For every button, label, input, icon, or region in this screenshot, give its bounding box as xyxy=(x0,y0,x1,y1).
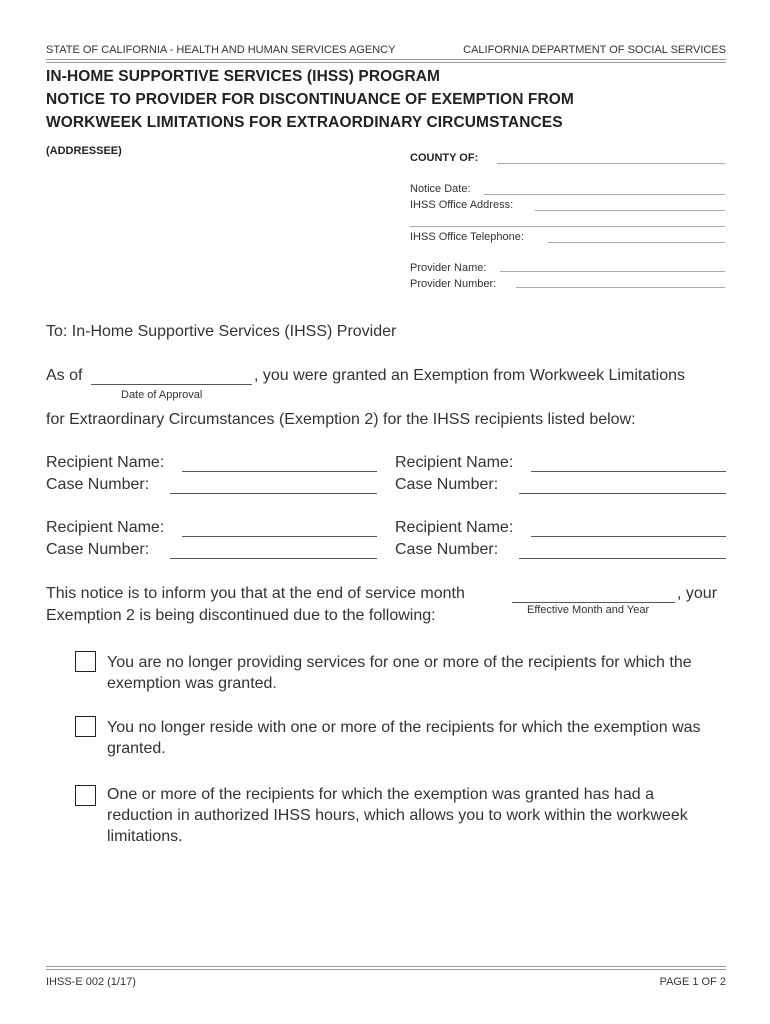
date-of-approval-caption: Date of Approval xyxy=(121,389,203,401)
option-checkbox-2[interactable] xyxy=(75,716,96,737)
recipient-name-label-1: Recipient Name: xyxy=(46,454,165,471)
notice-suffix: , your xyxy=(677,585,718,602)
case-number-label-4: Case Number: xyxy=(395,541,499,558)
option-checkbox-1[interactable] xyxy=(75,651,96,672)
as-of-suffix: , you were granted an Exemption from Workweek Limitations xyxy=(254,367,686,384)
case-number-label-1: Case Number: xyxy=(46,476,150,493)
county-field[interactable] xyxy=(497,150,725,164)
option-checkbox-3[interactable] xyxy=(75,785,96,806)
county-label: COUNTY OF: xyxy=(410,152,479,164)
office-address-field[interactable] xyxy=(535,197,725,211)
page-number: PAGE 1 OF 2 xyxy=(659,976,726,988)
exemption-line: for Extraordinary Circumstances (Exemption 2) for the IHSS recipients listed below: xyxy=(46,411,636,428)
office-address-extra-line[interactable] xyxy=(410,226,725,227)
recipient-name-field-3[interactable] xyxy=(182,536,377,537)
title-line-2: NOTICE TO PROVIDER FOR DISCONTINUANCE OF EXEMPTION FROM xyxy=(46,91,574,108)
header-rule-top xyxy=(46,59,726,60)
title-line-3: WORKWEEK LIMITATIONS FOR EXTRAORDINARY CIRCUMSTANCES xyxy=(46,114,563,131)
to-line: To: In-Home Supportive Services (IHSS) Provider xyxy=(46,323,397,340)
case-number-field-4[interactable] xyxy=(519,558,726,559)
case-number-label-3: Case Number: xyxy=(46,541,150,558)
provider-name-field[interactable] xyxy=(500,258,725,272)
title-line-1: IN-HOME SUPPORTIVE SERVICES (IHSS) PROGRAM xyxy=(46,68,441,85)
addressee-label: (ADDRESSEE) xyxy=(46,145,122,157)
provider-number-field[interactable] xyxy=(516,274,725,288)
notice-prefix: This notice is to inform you that at the end of service month xyxy=(46,585,465,602)
option-text-1: You are no longer providing services for one or more of the recipients for which the exemption was granted. xyxy=(107,654,692,692)
case-number-field-1[interactable] xyxy=(170,493,377,494)
case-number-label-2: Case Number: xyxy=(395,476,499,493)
header-rule-bottom xyxy=(46,62,726,63)
case-number-field-3[interactable] xyxy=(170,558,377,559)
effective-month-caption: Effective Month and Year xyxy=(527,604,650,616)
footer-rule-bottom xyxy=(46,969,726,970)
provider-name-label: Provider Name: xyxy=(410,262,487,274)
notice-date-label: Notice Date: xyxy=(410,183,471,195)
recipient-name-label-4: Recipient Name: xyxy=(395,519,514,536)
as-of-prefix: As of xyxy=(46,367,83,384)
recipient-name-field-1[interactable] xyxy=(182,471,377,472)
office-address-label: IHSS Office Address: xyxy=(410,199,514,211)
case-number-field-2[interactable] xyxy=(519,493,726,494)
recipient-name-field-2[interactable] xyxy=(531,471,726,472)
date-of-approval-field[interactable] xyxy=(91,384,252,385)
recipient-name-field-4[interactable] xyxy=(531,536,726,537)
footer-rule-top xyxy=(46,966,726,967)
option-text-3: One or more of the recipients for which the exemption was granted has had a reduction in authorized IHSS hours, which allows you to work within the workweek limitations. xyxy=(107,786,688,845)
recipient-name-label-3: Recipient Name: xyxy=(46,519,165,536)
discontinued-line: Exemption 2 is being discontinued due to the following: xyxy=(46,607,436,624)
provider-number-label: Provider Number: xyxy=(410,278,497,290)
effective-month-field[interactable] xyxy=(512,602,675,603)
form-number: IHSS-E 002 (1/17) xyxy=(46,976,136,988)
agency-right: CALIFORNIA DEPARTMENT OF SOCIAL SERVICES xyxy=(463,44,726,56)
option-text-2: You no longer reside with one or more of the recipients for which the exemption was granted. xyxy=(107,719,701,757)
office-telephone-label: IHSS Office Telephone: xyxy=(410,231,524,243)
recipient-name-label-2: Recipient Name: xyxy=(395,454,514,471)
office-telephone-field[interactable] xyxy=(548,229,725,243)
notice-date-field[interactable] xyxy=(484,181,725,195)
agency-left: STATE OF CALIFORNIA - HEALTH AND HUMAN SERVICES AGENCY xyxy=(46,44,396,56)
